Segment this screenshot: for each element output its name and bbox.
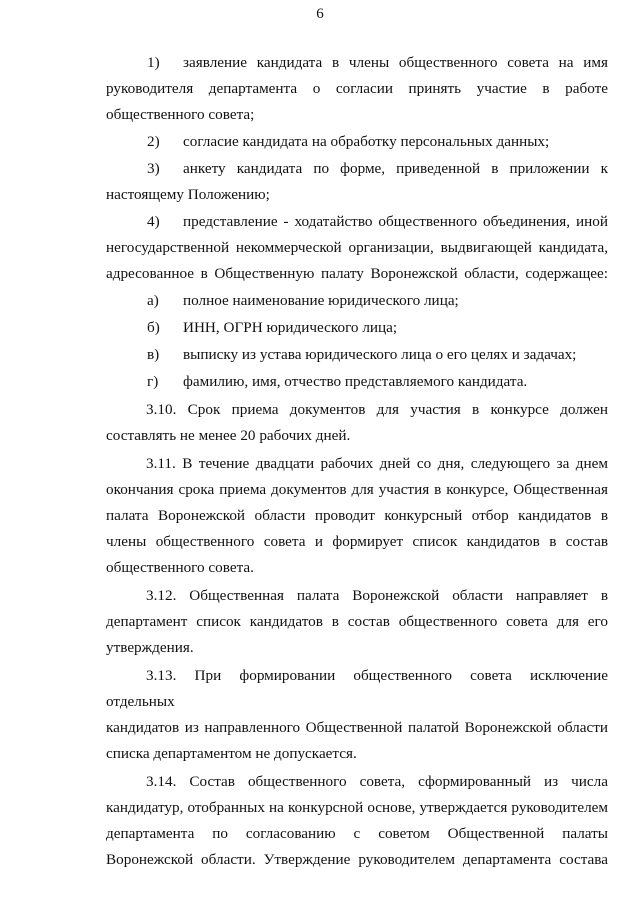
list-item-number: 1) — [147, 54, 160, 71]
section-3-10 — [106, 397, 608, 449]
section-3-11 — [106, 451, 608, 581]
section-text: палата Воронежской области проводит конкурсный отбор кандидатов в — [106, 506, 608, 524]
list-item-number: 3) — [147, 160, 160, 177]
list-item-2 — [106, 129, 608, 155]
section-text: 3.14. Состав общественного совета, сформированный из числа — [146, 772, 608, 790]
section-3-13 — [106, 663, 608, 767]
section-text: кандидатов из направленного Общественной палатой Воронежской области — [106, 718, 608, 736]
list-item-continuation: негосударственной некоммерческой организации, выдвигающей кандидата, — [106, 239, 608, 256]
sub-item-text: полное наименование юридического лица; — [183, 292, 459, 309]
list-item-text: заявление кандидата в члены общественного совета на имя — [183, 54, 608, 71]
section-3-12 — [106, 583, 608, 661]
list-item-number: 2) — [147, 133, 160, 150]
list-item-3 — [106, 156, 608, 182]
sub-item-letter: а) — [147, 292, 159, 309]
section-text: департамент список кандидатов в состав общественного совета для его — [106, 612, 608, 630]
sub-item-letter: б) — [147, 319, 160, 336]
list-item-text: согласие кандидата на обработку персональных данных; — [183, 133, 550, 150]
section-text: общественного совета. — [106, 558, 254, 576]
section-text: окончания срока приема документов для участия в конкурсе, Общественная — [106, 480, 608, 498]
sub-item-v — [106, 342, 608, 368]
list-item-text: анкету кандидата по форме, приведенной в приложении к — [183, 160, 608, 177]
section-text: 3.11. В течение двадцати рабочих дней со дня, следующего за днем — [146, 454, 608, 472]
sub-item-text: фамилию, имя, отчество представляемого кандидата. — [183, 373, 528, 390]
section-3-14 — [106, 769, 608, 873]
section-text: члены общественного совета и формирует список кандидатов в состав — [106, 532, 608, 550]
sub-item-letter: г) — [147, 373, 159, 390]
section-text: 3.10. Срок приема документов для участия в конкурсе должен — [146, 400, 608, 418]
sub-item-b — [106, 315, 608, 341]
list-item-continuation: общественного совета; — [106, 106, 255, 123]
list-item-continuation: руководителя департамента о согласии принять участие в работе — [106, 80, 608, 97]
list-item-text: представление - ходатайство общественного объединения, иной — [183, 213, 608, 230]
list-item-4 — [106, 209, 608, 235]
section-text: Воронежской области. Утверждение руководителем департамента состава — [106, 850, 608, 868]
section-text: департамента по согласованию с советом Общественной палаты — [106, 824, 608, 842]
section-text: 3.13. При формировании общественного совета исключение отдельных — [106, 666, 608, 710]
list-item-1 — [106, 50, 608, 76]
document-body — [106, 50, 608, 873]
section-text: кандидатур, отобранных на конкурсной основе, утверждается руководителем — [106, 798, 608, 816]
section-text: списка департаментом не допускается. — [106, 744, 357, 762]
list-item-number: 4) — [147, 213, 160, 230]
sub-item-a — [106, 288, 608, 314]
sub-item-text: ИНН, ОГРН юридического лица; — [183, 319, 398, 336]
sub-item-text: выписку из устава юридического лица о его целях и задачах; — [183, 346, 577, 363]
sub-item-g — [106, 369, 608, 395]
page-number: 6 — [316, 6, 324, 22]
list-item-continuation: адресованное в Общественную палату Воронежской области, содержащее: — [106, 265, 608, 282]
section-text: утверждения. — [106, 638, 194, 656]
list-item-continuation: настоящему Положению; — [106, 186, 270, 203]
sub-item-letter: в) — [147, 346, 160, 363]
section-text: составлять не менее 20 рабочих дней. — [106, 426, 351, 444]
section-text: 3.12. Общественная палата Воронежской области направляет в — [146, 586, 608, 604]
